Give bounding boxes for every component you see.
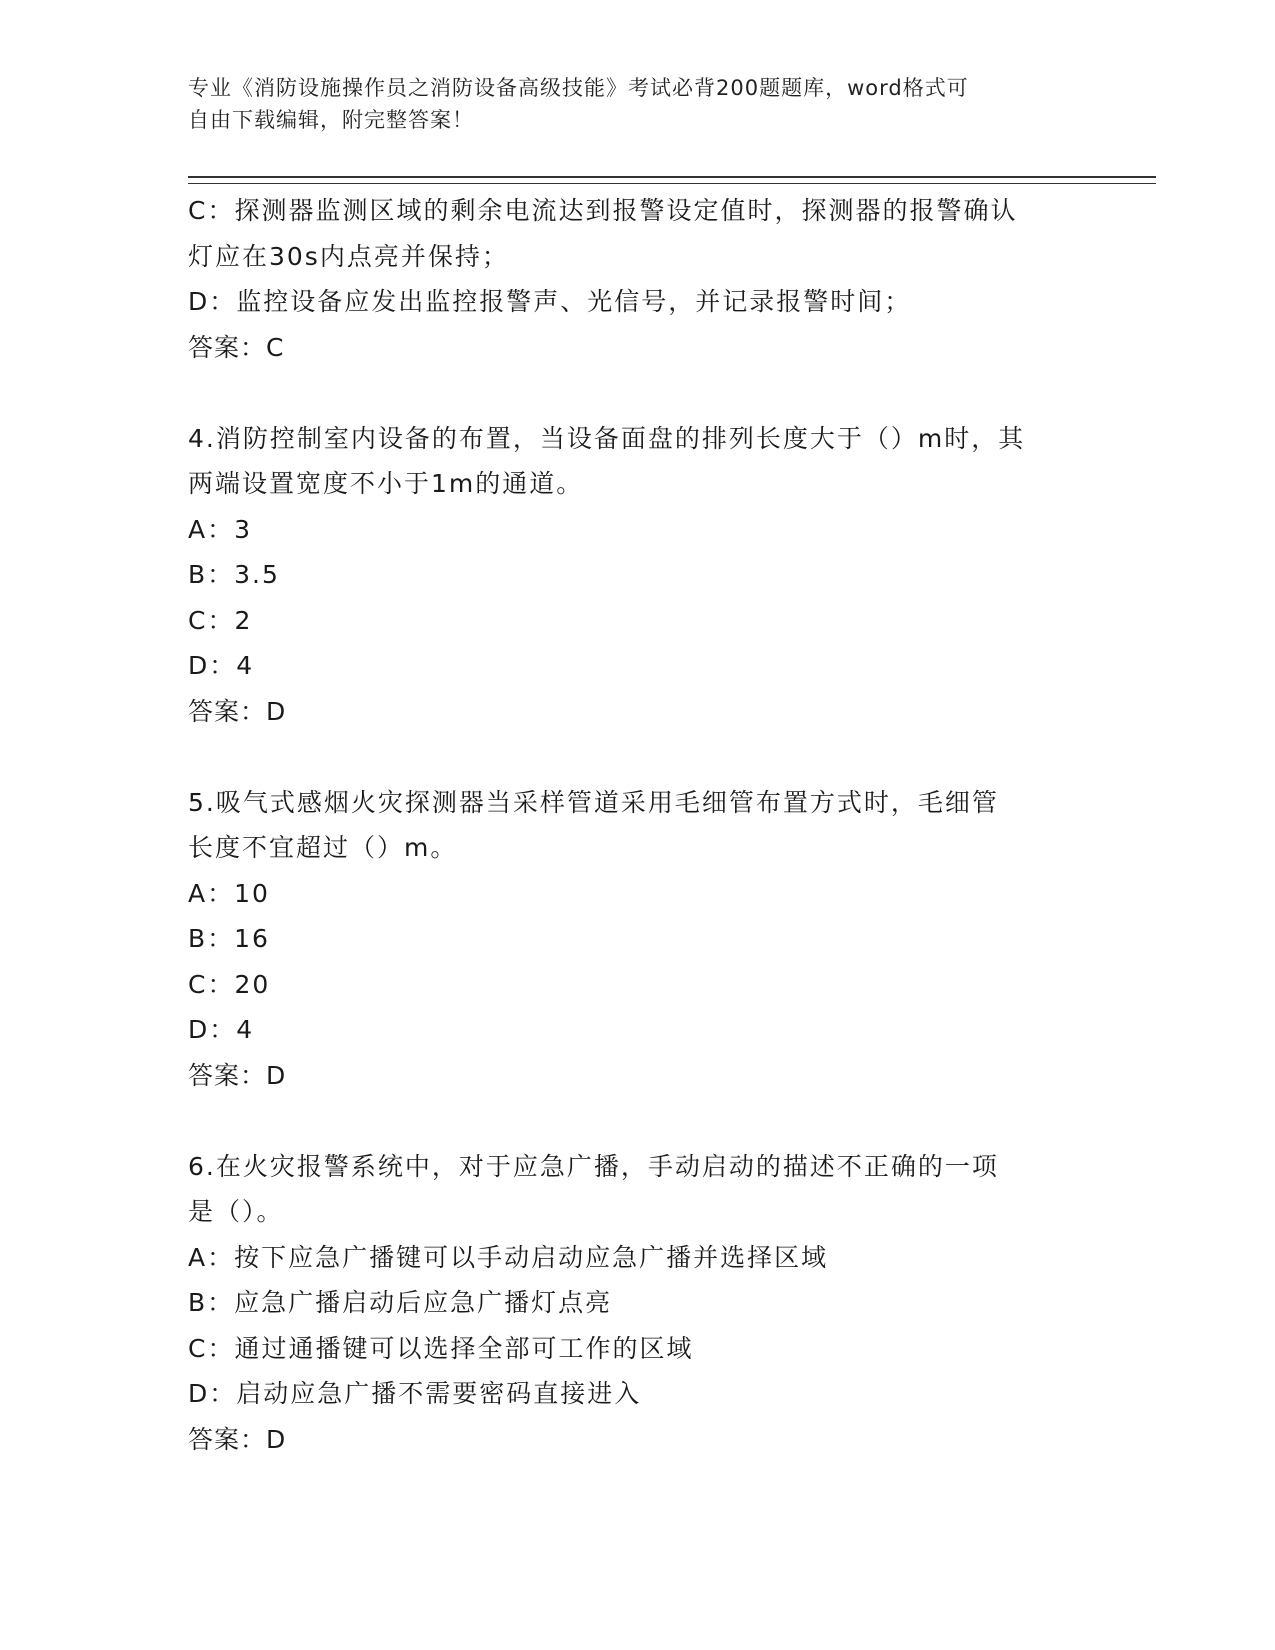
question-list <box>188 188 1128 1463</box>
option-c-line2: 灯应在30s内点亮并保持； <box>188 241 509 271</box>
question-stem-line2: 是（）。 <box>188 1197 284 1226</box>
answer: 答案：D <box>188 696 287 726</box>
answer: 答案：C <box>188 332 285 362</box>
question-stem-line1: 5.吸气式感烟火灾探测器当采样管道采用毛细管布置方式时，毛细管 <box>188 787 999 817</box>
question-gap <box>188 1099 1128 1144</box>
question-gap <box>188 371 1128 416</box>
option-d: D：监控设备应发出监控报警声、光信号，并记录报警时间； <box>188 287 912 316</box>
option-b: B：16 <box>188 924 270 953</box>
option-d: D：4 <box>188 1015 255 1044</box>
question-3-tail <box>188 188 1128 371</box>
option-a: A：10 <box>188 878 270 908</box>
option-a: A：按下应急广播键可以手动启动应急广播并选择区域 <box>188 1242 829 1272</box>
question-6 <box>188 1144 1128 1463</box>
question-5 <box>188 780 1128 1099</box>
option-b: B：应急广播启动后应急广播灯点亮 <box>188 1288 613 1317</box>
header-title-line2: 自由下载编辑，附完整答案！ <box>188 108 474 132</box>
question-gap <box>188 735 1128 780</box>
question-stem-line1: 6.在火灾报警系统中，对于应急广播，手动启动的描述不正确的一项 <box>188 1151 999 1181</box>
option-b: B：3.5 <box>188 560 280 589</box>
answer: 答案：D <box>188 1424 287 1454</box>
header-title-line1: 专业《消防设施操作员之消防设备高级技能》考试必背200题题库，word格式可 <box>188 76 969 100</box>
option-d: D：启动应急广播不需要密码直接进入 <box>188 1379 642 1408</box>
option-c-line1: C：探测器监测区域的剩余电流达到报警设定值时，探测器的报警确认 <box>188 196 1018 225</box>
option-a: A：3 <box>188 514 253 544</box>
page-header <box>188 72 1088 136</box>
question-4 <box>188 416 1128 735</box>
answer: 答案：D <box>188 1060 287 1090</box>
option-c: C：2 <box>188 605 253 635</box>
option-c: C：通过通播键可以选择全部可工作的区域 <box>188 1333 694 1363</box>
option-c: C：20 <box>188 969 271 999</box>
question-stem-line2: 长度不宜超过（）m。 <box>188 833 458 862</box>
question-stem-line1: 4.消防控制室内设备的布置，当设备面盘的排列长度大于（）m时，其 <box>188 423 1026 453</box>
question-stem-line2: 两端设置宽度不小于1m的通道。 <box>188 469 584 498</box>
header-divider <box>188 176 1156 184</box>
option-d: D：4 <box>188 651 255 680</box>
